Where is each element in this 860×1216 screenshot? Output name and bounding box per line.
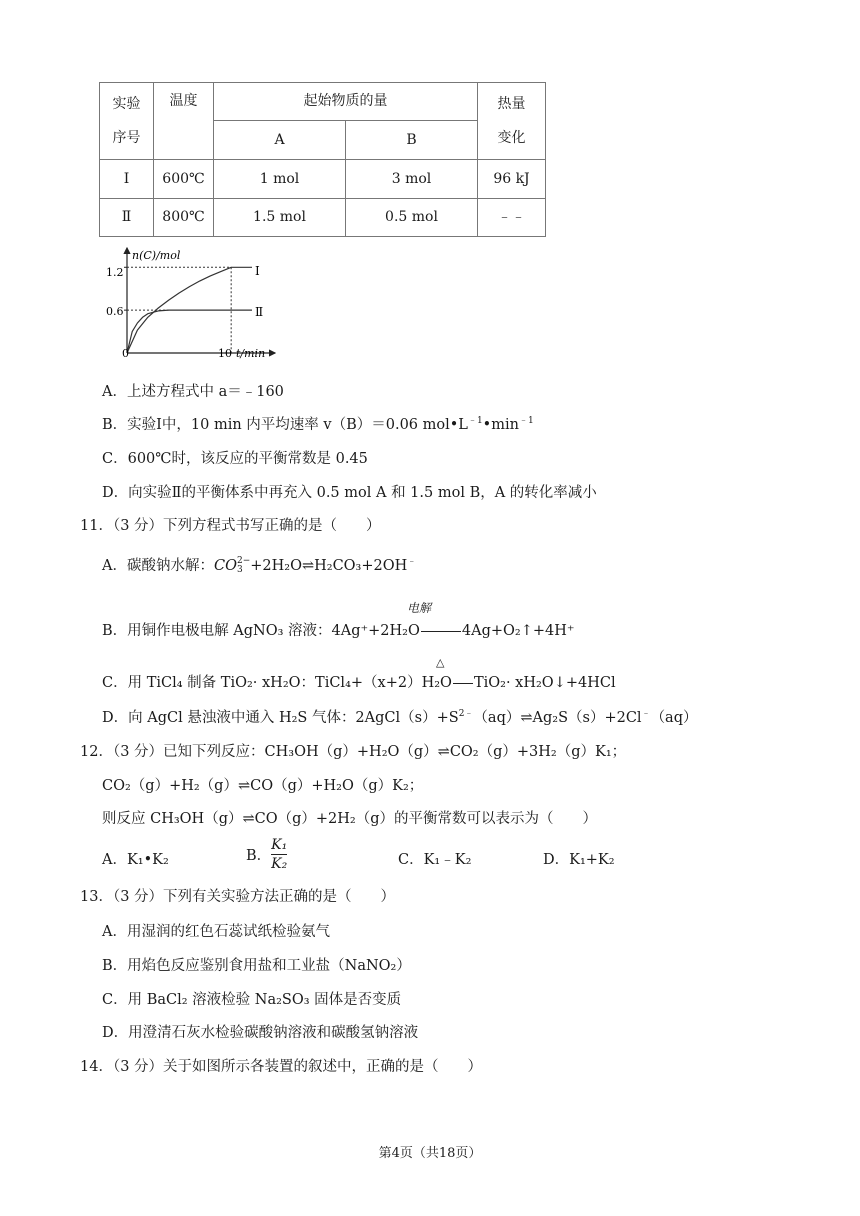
origin-label: 0 bbox=[122, 347, 129, 360]
header-start-amount: 起始物质的量 bbox=[214, 83, 478, 121]
q11-option-c: C．用 TiCl₄ 制备 TiO₂· xH₂O：TiCl₄+（x+2）H₂O TiO₂· xH₂O↓+4HCl bbox=[102, 675, 616, 691]
header-a: A bbox=[214, 121, 346, 160]
header-heat: 热量变化 bbox=[478, 83, 546, 160]
q13-stem: 13．（3 分）下列有关实验方法正确的是（ ） bbox=[80, 889, 396, 905]
q13-option-c: C．用 BaCl₂ 溶液检验 Na₂SO₃ 固体是否变质 bbox=[102, 992, 402, 1008]
y-tick-label: 0.6 bbox=[106, 305, 124, 318]
row-b: 3 mol bbox=[346, 160, 478, 199]
q10-option-a: A．上述方程式中 a＝﹣160 bbox=[102, 384, 284, 400]
x-axis-label: t/min bbox=[236, 347, 266, 360]
q10-option-c: C．600℃时，该反应的平衡常数是 0.45 bbox=[102, 451, 368, 467]
q13-option-d: D．用澄清石灰水检验碳酸钠溶液和碳酸氢钠溶液 bbox=[102, 1025, 419, 1041]
q12-stem: 12．（3 分）已知下列反应：CH₃OH（g）+H₂O（g）⇌CO₂（g）+3H₂（g）K₁； bbox=[80, 744, 627, 760]
electrolysis-label: 电解 bbox=[407, 601, 432, 615]
row-a: 1 mol bbox=[214, 160, 346, 199]
y-tick-label: 1.2 bbox=[106, 266, 124, 279]
table-row bbox=[100, 160, 546, 199]
q12-option-a: A．K₁•K₂ bbox=[102, 852, 169, 868]
row-a: 1.5 mol bbox=[214, 199, 346, 237]
q11-option-a: A．碳酸钠水解：CO 2− 3 +2H₂O⇌H₂CO₃+2OH﹣ bbox=[102, 556, 417, 575]
q12-option-d: D．K₁+K₂ bbox=[543, 852, 615, 868]
y-axis-label: n(C)/mol bbox=[132, 249, 181, 262]
q10-option-d: D．向实验Ⅱ的平衡体系中再充入 0.5 mol A 和 1.5 mol B，A 的转化率减小 bbox=[102, 485, 597, 501]
series-label-ii: Ⅱ bbox=[255, 305, 264, 319]
series-label-i: Ⅰ bbox=[255, 264, 260, 278]
q13-option-b: B．用焰色反应鉴别食用盐和工业盐（NaNO₂） bbox=[102, 958, 411, 974]
experiment-table bbox=[99, 82, 546, 237]
q12-option-c: C．K₁﹣K₂ bbox=[398, 852, 472, 868]
q11-stem: 11．（3 分）下列方程式书写正确的是（ ） bbox=[80, 518, 381, 534]
page-footer: 第4页（共18页） bbox=[378, 1146, 482, 1161]
series-line-ii bbox=[127, 310, 252, 353]
row-heat: 96 kJ bbox=[478, 160, 546, 199]
header-temp: 温度 bbox=[154, 83, 214, 160]
q11-option-d: D．向 AgCl 悬浊液中通入 H₂S 气体：$2AgCl(s)+S^{2﹣}(aq)\rightleftharpoons Ag_2S(s)+2Cl^﹣(aq)$ bbox=[102, 709, 698, 726]
row-id: Ⅱ bbox=[100, 199, 154, 237]
row-heat: ﹣﹣ bbox=[478, 199, 546, 237]
q12-line3: 则反应 CH₃OH（g）⇌CO（g）+2H₂（g）的平衡常数可以表示为（ ） bbox=[102, 811, 598, 827]
x-tick-label: 10 bbox=[218, 347, 232, 360]
table-row bbox=[100, 199, 546, 237]
q12-option-b: B． $\frac{\text{K₁}}{\text{K₂}}$ bbox=[246, 837, 288, 872]
row-id: Ⅰ bbox=[100, 160, 154, 199]
row-temp: 800℃ bbox=[154, 199, 214, 237]
row-b: 0.5 mol bbox=[346, 199, 478, 237]
header-exp-id: 实验序号 bbox=[100, 83, 154, 160]
heat-symbol: △ bbox=[436, 656, 445, 669]
q14-stem: 14．（3 分）关于如图所示各装置的叙述中，正确的是（ ） bbox=[80, 1059, 483, 1075]
nc-vs-time-chart bbox=[100, 240, 280, 365]
q11-option-b: B．用铜作电极电解 AgNO₃ 溶液：4Ag⁺+2H₂O 4Ag+O₂↑+4H⁺ bbox=[102, 623, 575, 639]
q12-line2: CO₂（g）+H₂（g）⇌CO（g）+H₂O（g）K₂； bbox=[102, 778, 424, 794]
q13-option-a: A．用湿润的红色石蕊试纸检验氨气 bbox=[102, 924, 330, 940]
header-b: B bbox=[346, 121, 478, 160]
row-temp: 600℃ bbox=[154, 160, 214, 199]
q10-option-b: B．实验Ⅰ中，10 min 内平均速率 v（B）＝0.06 $mol•L^{﹣1}•\min^{﹣1}$ bbox=[102, 416, 534, 433]
